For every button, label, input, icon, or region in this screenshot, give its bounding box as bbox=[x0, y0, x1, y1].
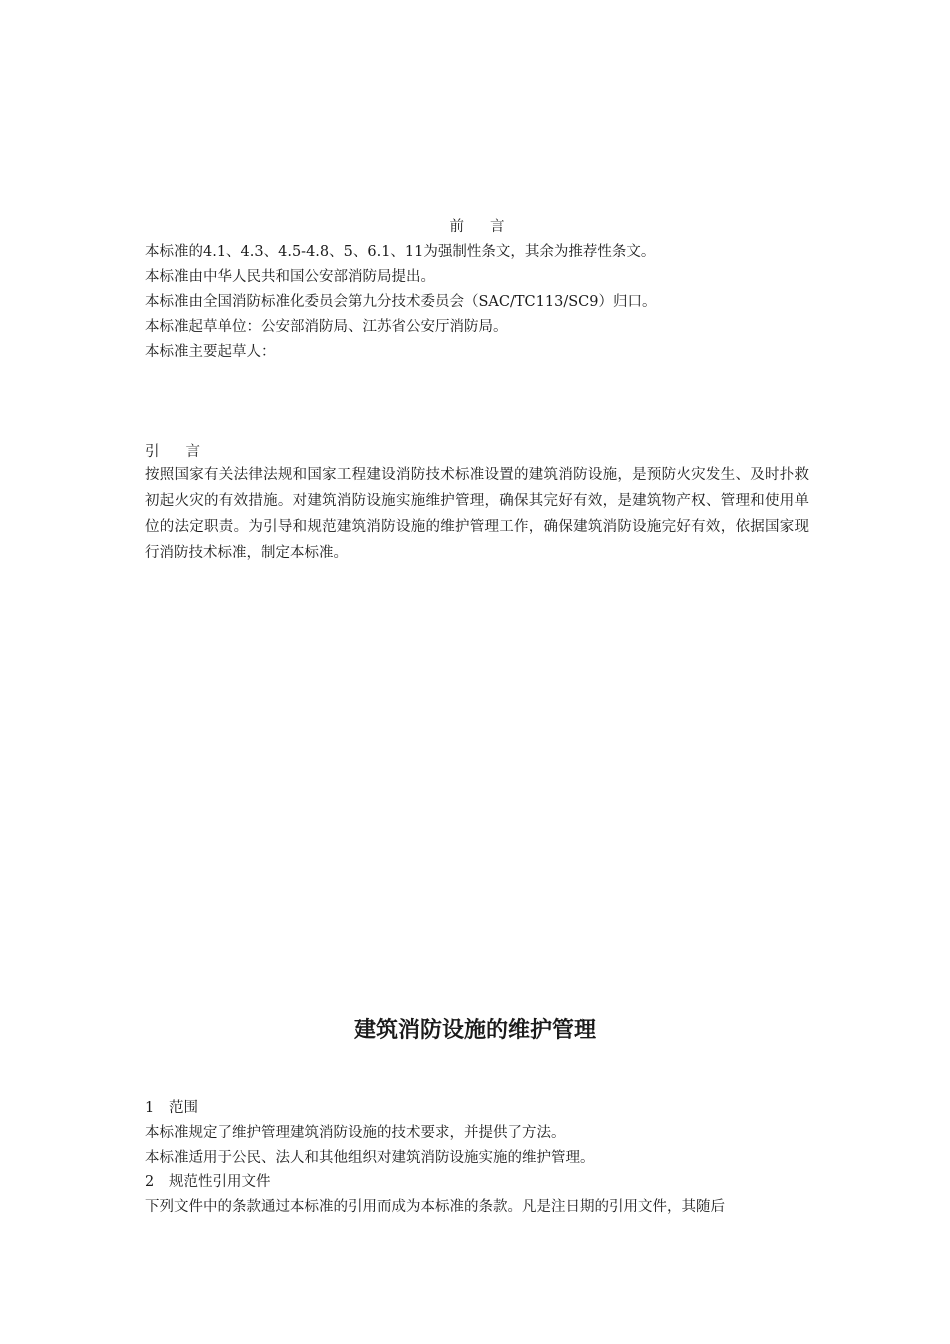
foreword-line-3: 本标准由全国消防标准化委员会第九分技术委员会（SAC/TC113/SC9）归口。 bbox=[145, 294, 657, 310]
foreword-line-4: 本标准起草单位：公安部消防局、江苏省公安厅消防局。 bbox=[145, 319, 508, 335]
foreword-line-2: 本标准由中华人民共和国公安部消防局提出。 bbox=[145, 269, 435, 285]
section-number: 2 bbox=[145, 1174, 155, 1190]
foreword-line-5: 本标准主要起草人： bbox=[145, 344, 276, 360]
section-title: 范围 bbox=[169, 1100, 198, 1116]
introduction-heading: 引言 bbox=[145, 444, 226, 460]
foreword-line-1: 本标准的4.1、4.3、4.5-4.8、5、6.1、11为强制性条文，其余为推荐性条文。 bbox=[145, 244, 656, 260]
section-number: 1 bbox=[145, 1100, 155, 1116]
section-title: 规范性引用文件 bbox=[169, 1174, 271, 1190]
introduction-body: 按照国家有关法律法规和国家工程建设消防技术标准设置的建筑消防设施，是预防火灾发生、及时扑救初起火灾的有效措施。对建筑消防设施实施维护管理，确保其完好有效，是建筑物产权、管理和使用单位的法定职责。为引导和规范建筑消防设施的维护管理工作，确保建筑消防设施完好有效，依据国家现行消防技术标准，制定本标准。 bbox=[145, 467, 809, 561]
section-2-line-1: 下列文件中的条款通过本标准的引用而成为本标准的条款。凡是注日期的引用文件，其随后 bbox=[145, 1199, 725, 1215]
document-title: 建筑消防设施的维护管理 bbox=[353, 1018, 596, 1043]
foreword-heading: 前言 bbox=[449, 219, 531, 235]
section-2-heading bbox=[145, 1173, 271, 1191]
section-1-line-2: 本标准适用于公民、法人和其他组织对建筑消防设施实施的维护管理。 bbox=[145, 1150, 595, 1166]
section-1-heading bbox=[145, 1099, 198, 1117]
section-1-line-1: 本标准规定了维护管理建筑消防设施的技术要求，并提供了方法。 bbox=[145, 1125, 566, 1141]
